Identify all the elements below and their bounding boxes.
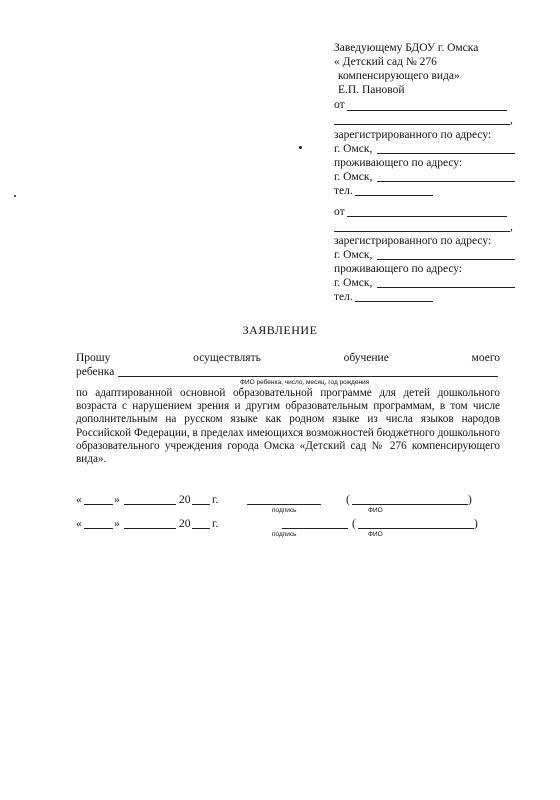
from-name-field-2[interactable] (334, 231, 510, 232)
phone-field[interactable] (355, 195, 433, 196)
request-line (76, 352, 500, 364)
from-name-field[interactable] (347, 110, 507, 111)
request-word: моего (471, 352, 500, 364)
living-address-label: проживающего по адресу: (334, 157, 463, 169)
year-field[interactable] (192, 528, 210, 529)
year-suffix: г. (212, 494, 219, 506)
year-prefix: 20 (179, 518, 191, 530)
city-label: г. Омск, (334, 143, 373, 155)
signature-field[interactable] (247, 504, 321, 505)
request-word: осуществлять (193, 352, 261, 364)
from-label: от (334, 99, 345, 111)
day-field[interactable] (84, 528, 113, 529)
phone-label: тел. (334, 185, 353, 197)
registered-address-field[interactable] (377, 259, 515, 260)
child-field-caption: ФИО ребенка, число, месяц, год рождения (240, 379, 370, 386)
date-open-quote: « (76, 518, 82, 530)
from-label: от (334, 206, 345, 218)
request-body: по адаптированной основной образовательной программе для детей дошкольного возраста с нарушением зрения и другим образовательным программам, в том числе дополнительным на русском языке как родном языке из числа языков народов Российской Федерации, в пределах имеющихся возможностей бюджетного дошкольного образовательного учреждения города Омска «Детский сад № 276 компенсирующего вида». (76, 387, 500, 466)
addressee-line-4: Е.П. Пановой (338, 84, 405, 96)
from-name-field[interactable] (347, 216, 507, 217)
request-word: обучение (343, 352, 389, 364)
addressee-line-2: « Детский сад № 276 (334, 56, 437, 68)
registered-address-label: зарегистрированного по адресу: (334, 235, 492, 247)
fio-caption: ФИО (368, 531, 383, 538)
day-field[interactable] (84, 504, 113, 505)
request-word: Прошу (76, 352, 111, 364)
living-address-field[interactable] (377, 181, 515, 182)
signature-caption: подпись (272, 507, 297, 514)
city-label: г. Омск, (334, 277, 373, 289)
living-address-label: проживающего по адресу: (334, 263, 463, 275)
month-field[interactable] (124, 528, 176, 529)
fio-caption: ФИО (368, 507, 383, 514)
date-close-quote: » (114, 494, 120, 506)
fio-close-paren: ) (468, 494, 472, 506)
fio-field[interactable] (352, 504, 468, 505)
registered-address-label: зарегистрированного по адресу: (334, 129, 492, 141)
comma: , (510, 114, 513, 126)
child-label: ребенка (76, 366, 115, 378)
signature-caption: подпись (272, 531, 297, 538)
scan-speck (299, 146, 302, 149)
signature-field[interactable] (282, 528, 348, 529)
phone-label: тел. (334, 291, 353, 303)
document-title: ЗАЯВЛЕНИЕ (242, 323, 318, 337)
year-field[interactable] (192, 504, 210, 505)
from-name-field-2[interactable] (334, 124, 510, 125)
fio-open-paren: ( (352, 518, 356, 530)
city-label: г. Омск, (334, 171, 373, 183)
city-label: г. Омск, (334, 249, 373, 261)
fio-field[interactable] (358, 528, 474, 529)
date-close-quote: » (114, 518, 120, 530)
addressee-line-3: компенсирующего вида» (338, 70, 460, 82)
phone-field[interactable] (355, 301, 433, 302)
living-address-field[interactable] (377, 287, 515, 288)
scan-speck (14, 195, 16, 197)
date-open-quote: « (76, 494, 82, 506)
fio-close-paren: ) (474, 518, 478, 530)
addressee-line-1: Заведующему БДОУ г. Омска (334, 42, 479, 54)
fio-open-paren: ( (346, 494, 350, 506)
month-field[interactable] (124, 504, 176, 505)
year-prefix: 20 (179, 494, 191, 506)
child-name-field[interactable] (118, 376, 498, 377)
registered-address-field[interactable] (377, 153, 515, 154)
comma: , (510, 221, 513, 233)
year-suffix: г. (212, 518, 219, 530)
